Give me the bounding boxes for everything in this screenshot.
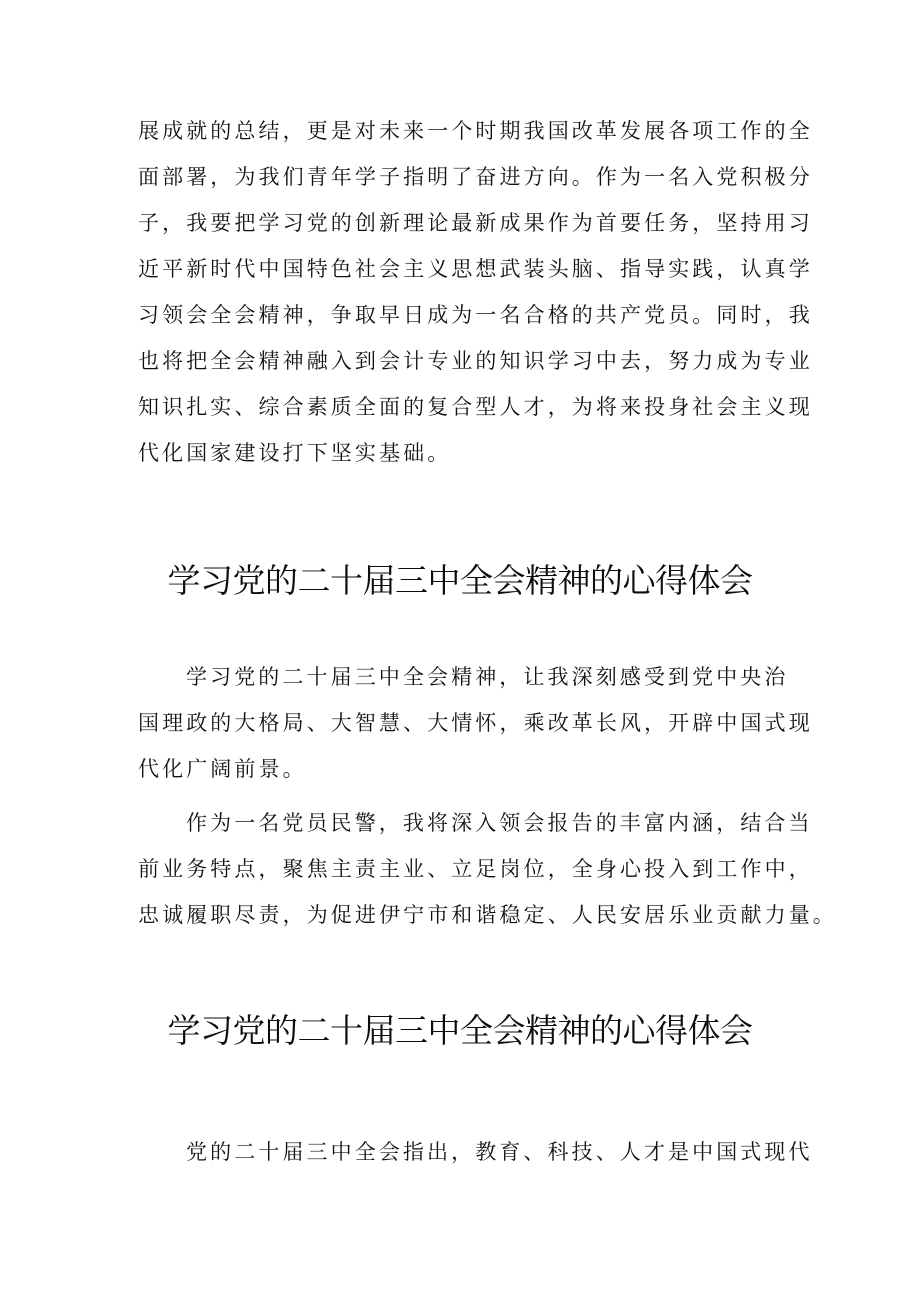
paragraph-line: 习领会全会精神，争取早日成为一名合格的共产党员。同时，我 (138, 303, 813, 327)
paragraph-line: 党的二十届三中全会指出，教育、科技、人才是中国式现代 (186, 1140, 813, 1164)
paragraph-line: 子，我要把学习党的创新理论最新成果作为首要任务，坚持用习 (138, 211, 813, 235)
paragraph-line: 知识扎实、综合素质全面的复合型人才，为将来投身社会主义现 (138, 395, 813, 419)
paragraph-line: 面部署，为我们青年学子指明了奋进方向。作为一名入党积极分 (138, 165, 813, 189)
paragraph-line: 也将把全会精神融入到会计专业的知识学习中去，努力成为专业 (138, 349, 813, 373)
paragraph-line: 国理政的大格局、大智慧、大情怀，乘改革长风，开辟中国式现 (138, 711, 813, 735)
paragraph-line: 作为一名党员民警，我将深入领会报告的丰富内涵，结合当 (186, 811, 813, 835)
section-title: 学习党的二十届三中全会精神的心得体会 (167, 561, 753, 600)
paragraph-line: 近平新时代中国特色社会主义思想武装头脑、指导实践，认真学 (138, 257, 813, 281)
paragraph-line: 代化广阔前景。 (138, 757, 307, 781)
paragraph-line: 代化国家建设打下坚实基础。 (138, 441, 452, 465)
paragraph-line: 学习党的二十届三中全会精神，让我深刻感受到党中央治 (186, 665, 789, 689)
paragraph-line: 展成就的总结，更是对未来一个时期我国改革发展各项工作的全 (138, 119, 813, 143)
paragraph-line: 忠诚履职尽责，为促进伊宁市和谐稳定、人民安居乐业贡献力量。 (138, 903, 837, 927)
section-title: 学习党的二十届三中全会精神的心得体会 (167, 1011, 753, 1050)
paragraph-line: 前业务特点，聚焦主责主业、立足岗位，全身心投入到工作中， (138, 857, 813, 881)
